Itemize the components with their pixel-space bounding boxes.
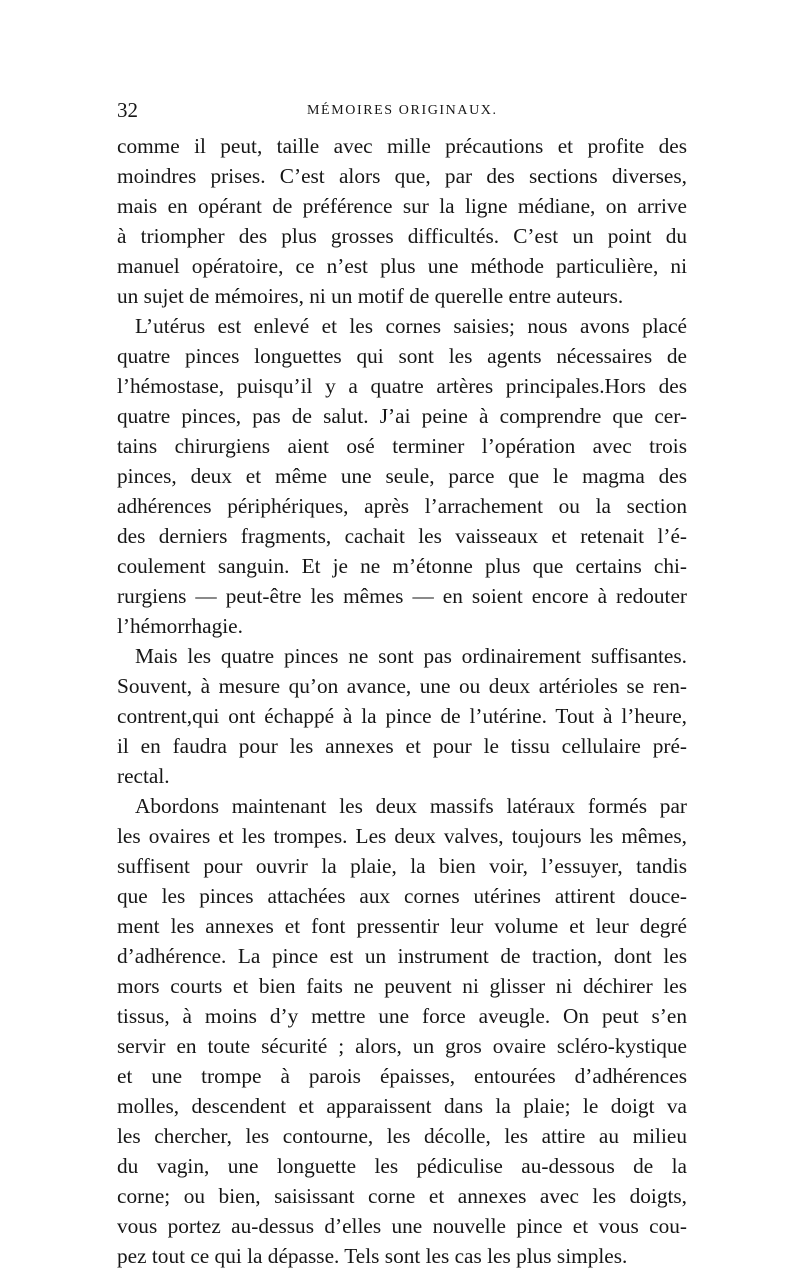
text-line: quatre pinces longuettes qui sont les agents nécessaires de [117,344,687,368]
text-line: molles, descendent et apparaissent dans la plaie; le doigt va [117,1094,687,1118]
text-line: l’hémorrhagie. [117,614,243,638]
text-line: pez tout ce qui la dépasse. Tels sont les cas les plus simples. [117,1244,628,1268]
body-text [117,131,687,1271]
text-line: tains chirurgiens aient osé terminer l’opération avec trois [117,434,687,458]
text-line: mors courts et bien faits ne peuvent ni glisser ni déchirer les [117,974,687,998]
text-line: mais en opérant de préférence sur la ligne médiane, on arrive [117,194,687,218]
text-line: du vagin, une longuette les pédiculise au-dessous de la [117,1154,687,1178]
text-line: les ovaires et les trompes. Les deux valves, toujours les mêmes, [117,824,687,848]
text-line: pinces, deux et même une seule, parce que le magma des [117,464,687,488]
text-line: coulement sanguin. Et je ne m’étonne plus que certains chi- [117,554,687,578]
text-line: des derniers fragments, cachait les vaisseaux et retenait l’é- [117,524,687,548]
paragraph [117,311,687,641]
text-line: quatre pinces, pas de salut. J’ai peine à comprendre que cer- [117,404,687,428]
text-line: moindres prises. C’est alors que, par des sections diverses, [117,164,687,188]
text-line: il en faudra pour les annexes et pour le tissu cellulaire pré- [117,734,687,758]
text-line: corne; ou bien, saisissant corne et annexes avec les doigts, [117,1184,687,1208]
text-line: Mais les quatre pinces ne sont pas ordinairement suffisantes. [135,644,687,668]
text-line: rectal. [117,764,170,788]
text-line: contrent,qui ont échappé à la pince de l’utérine. Tout à l’heure, [117,704,687,728]
text-line: l’hémostase, puisqu’il y a quatre artères principales.Hors des [117,374,687,398]
text-line: les chercher, les contourne, les décolle, les attire au milieu [117,1124,687,1148]
text-line: Souvent, à mesure qu’on avance, une ou deux artérioles se ren- [117,674,687,698]
paragraph [117,641,687,791]
text-line: tissus, à moins d’y mettre une force aveugle. On peut s’en [117,1004,687,1028]
text-line: servir en toute sécurité ; alors, un gros ovaire scléro-kystique [117,1034,687,1058]
text-line: Abordons maintenant les deux massifs latéraux formés par [135,794,687,818]
text-line: comme il peut, taille avec mille précautions et profite des [117,134,687,158]
text-line: manuel opératoire, ce n’est plus une méthode particulière, ni [117,254,687,278]
text-line: vous portez au-dessus d’elles une nouvelle pince et vous cou- [117,1214,687,1238]
paragraph [117,131,687,311]
text-line: adhérences périphériques, après l’arrachement ou la section [117,494,687,518]
running-head [117,98,687,122]
running-title: MÉMOIRES ORIGINAUX. [307,103,498,118]
text-line: suffisent pour ouvrir la plaie, la bien voir, l’essuyer, tandis [117,854,687,878]
text-line: à triompher des plus grosses difficultés. C’est un point du [117,224,687,248]
text-line: un sujet de mémoires, ni un motif de querelle entre auteurs. [117,284,624,308]
text-line: rurgiens — peut-être les mêmes — en soient encore à redouter [117,584,687,608]
page-number: 32 [117,98,138,122]
text-line: que les pinces attachées aux cornes utérines attirent douce- [117,884,687,908]
text-line: d’adhérence. La pince est un instrument de traction, dont les [117,944,687,968]
paragraph [117,791,687,1271]
text-line: L’utérus est enlevé et les cornes saisies; nous avons placé [135,314,687,338]
text-line: ment les annexes et font pressentir leur volume et leur degré [117,914,687,938]
text-line: et une trompe à parois épaisses, entourées d’adhérences [117,1064,687,1088]
